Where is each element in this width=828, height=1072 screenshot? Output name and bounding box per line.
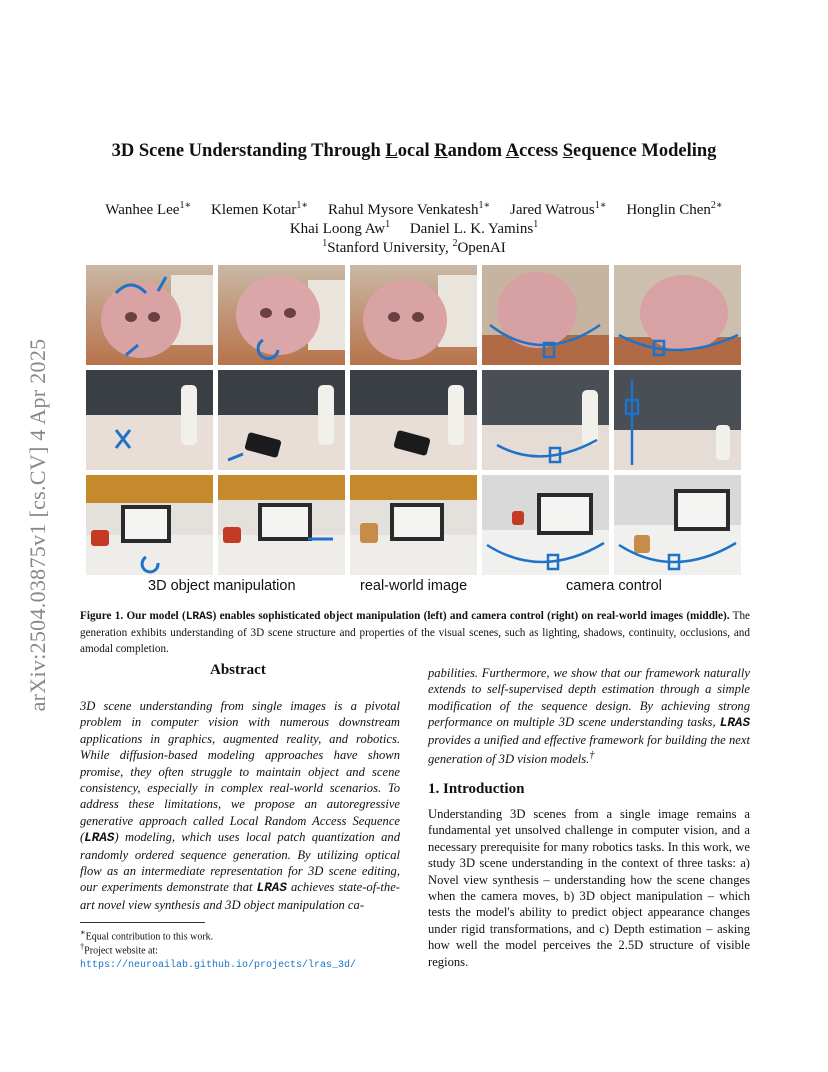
figure-image-laptop-cam-2 (614, 475, 741, 575)
figure-caption: Figure 1. Our model (LRAS) enables sophisticated object manipulation (left) and camera control (right) on real-world images (middle). The generation exhibits understanding of 3D scene structure and properties of the visual scenes, such as lighting, shadows, continuity, occlusions, and amodal completion. (80, 610, 751, 655)
author: Khai Loong Aw$^1$ (289, 219, 391, 237)
figure-image-plush-cam-2 (614, 265, 741, 365)
teaser-figure (86, 265, 742, 577)
introduction-heading: 1. Introduction (428, 781, 525, 797)
figure-image-laptop-manip-2 (218, 475, 345, 575)
figure-image-phone-manip-2 (218, 370, 345, 470)
figure-image-phone-real (350, 370, 477, 470)
footnote-project-website: †Project website at: https://neuroailab.github.io/projects/lras_3d/ (80, 942, 357, 972)
arxiv-stamp: arXiv:2504.03875v1 [cs.CV] 4 Apr 2025 (25, 338, 50, 712)
introduction-text: Understanding 3D scenes from a single image remains a fundamental yet unsolved challenge in computer vision, and a necessary prerequisite for many robotics tasks. In this work, we study 3D scene understanding in the context of three tasks: a) Novel view synthesis – understanding how the scene changes when the camera moves, b) 3D object manipulation – which tests the model's ability to predict object appearance changes under rigid transformations, and c) Depth estimation – asking how well the model perceives the 2.5D structure of visible regions. (428, 807, 750, 969)
author: Daniel L. K. Yamins$^1$ (409, 219, 539, 237)
author: Honglin Chen$^{2∗}$ (626, 200, 723, 218)
author: Klemen Kotar$^{1∗}$ (211, 200, 309, 218)
figure-image-plush-manip-1 (86, 265, 213, 365)
figure-image-plush-real (350, 265, 477, 365)
abstract-text: 3D scene understanding from single images is a pivotal problem in computer vision with numerous downstream applications in graphics, augmented reality, and robotics. While diffusion-based modeling approaches have shown promise, they often struggle to maintain object and scene consistency, especially in complex real-world scenarios. To address these limitations, we propose an autoregressive generative approach called Local Random Access Sequence (LRAS) modeling, which uses local patch quantization and randomly ordered sequence generation. By utilizing optical flow as an intermediate representation for 3D scene editing, our experiments demonstrate that LRAS achieves state-of-the-art novel view synthesis and 3D object manipulation ca- (80, 699, 400, 912)
figure-image-phone-manip-1 (86, 370, 213, 470)
figure-image-laptop-manip-1 (86, 475, 213, 575)
figure-image-bottle-cam-2 (614, 370, 741, 470)
author: Wanhee Lee$^{1∗}$ (105, 200, 192, 218)
abstract-text-continued: pabilities. Furthermore, we show that our framework naturally extends to self-supervised depth estimation through a simple modification of the sequence design. By achieving strong performance on multiple 3D scene understanding tasks, LRAS provides a unified and effective framework for building the next generation of 3D vision models.† (428, 666, 750, 767)
project-website-link[interactable]: https://neuroailab.github.io/projects/lras_3d/ (80, 960, 357, 972)
figure-image-laptop-cam-1 (482, 475, 609, 575)
author: Rahul Mysore Venkatesh$^{1∗}$ (327, 200, 491, 218)
affiliations: $^1$Stanford University, $^2$OpenAI (322, 238, 506, 256)
paper-title: 3D Scene Understanding Through Local Random Access Sequence Modeling (111, 141, 717, 161)
abstract-heading: Abstract (210, 662, 266, 678)
footnote-equal-contribution: ∗Equal contribution to this work. (80, 928, 214, 943)
footnote-rule (80, 922, 205, 923)
author: Jared Watrous$^{1∗}$ (510, 200, 607, 218)
figure-label-left: 3D object manipulation (148, 578, 296, 594)
figure-image-bottle-cam-1 (482, 370, 609, 470)
figure-label-right: camera control (566, 578, 662, 594)
figure-image-plush-cam-1 (482, 265, 609, 365)
figure-image-plush-manip-2 (218, 265, 345, 365)
figure-label-middle: real-world image (360, 578, 468, 594)
figure-image-laptop-real (350, 475, 477, 575)
